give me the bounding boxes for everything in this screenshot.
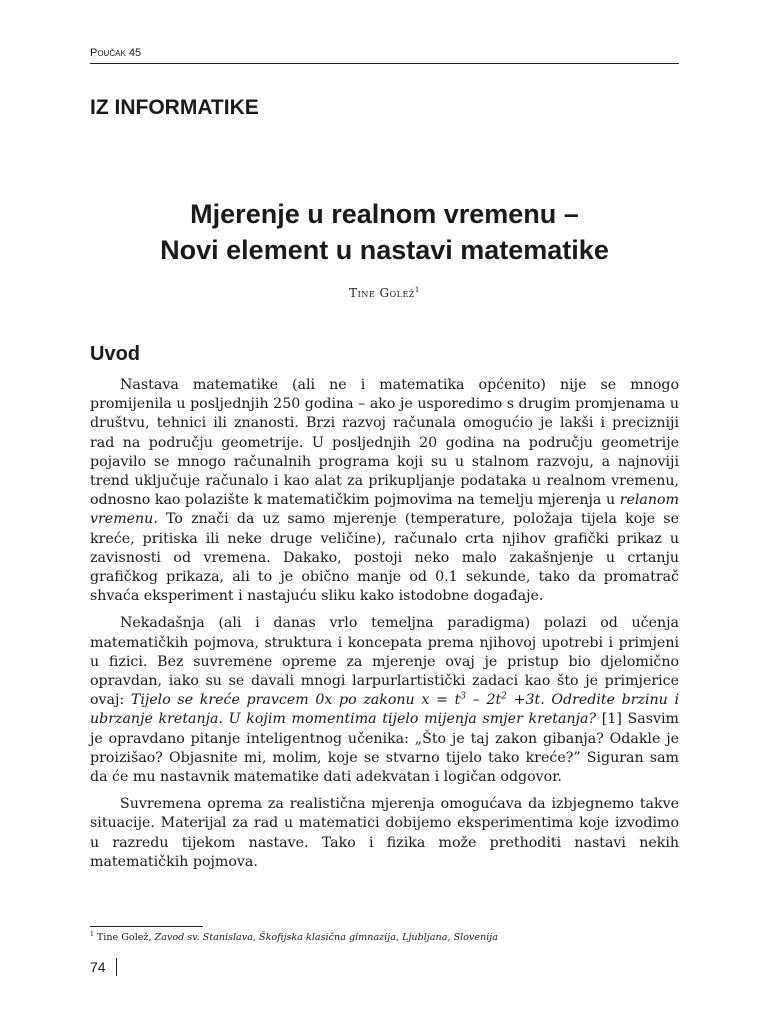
exponent-3: 3 xyxy=(460,691,467,702)
article-body xyxy=(90,376,679,880)
issue-number: 45 xyxy=(128,47,142,59)
paragraph-2-text-b: [1] Sasvim je opravdano pitanje inteligentnog učenika: „Što je taj zakon gibanja? Odakle je proizišao? Objasnite mi, molim, koje se stvarno tijelo tako kreće?” Siguran sam da će mu nastavnik matematike dati adekvatan i logičan odgovor. xyxy=(90,711,679,786)
exponent-2: 2 xyxy=(501,691,507,702)
title-line-2: Novi element u nastavi matematike xyxy=(160,235,609,265)
footnote-author: Tine Golež, xyxy=(93,932,155,944)
page-number: 74 xyxy=(90,958,117,976)
example-problem-part-1: Tijelo se kreće pravcem 0x po zakonu x = t xyxy=(130,692,461,709)
author-name: Tine Golež xyxy=(349,286,415,300)
author-byline xyxy=(90,286,679,300)
footnote-marker: 1 xyxy=(90,931,94,938)
section-heading: Uvod xyxy=(90,343,140,365)
paragraph-2 xyxy=(90,614,679,787)
article-title xyxy=(90,196,679,268)
paragraph-2-text-a: Nekadašnja (ali i danas vrlo temeljna paradigma) polazi od učenja matematičkih pojmova, struktura i koncepata prema njihovoj upotrebi i primjeni u fizici. Bez suvremene opreme za mjerenje ovaj je pristup bio djelomično opravdan, iako su se davali mnogi larpurlartistički zadaci kao što je primjerice ovaj: xyxy=(90,615,679,709)
section-label: IZ INFORMATIKE xyxy=(90,96,259,119)
paragraph-1 xyxy=(90,376,679,606)
journal-name: Poučak xyxy=(90,47,126,59)
paragraph-1-emphasis: relanom vremenu xyxy=(90,492,679,528)
running-header xyxy=(90,47,679,64)
footnote xyxy=(90,931,679,943)
title-line-1: Mjerenje u realnom vremenu – xyxy=(190,199,579,229)
paragraph-3: Suvremena oprema za realistična mjerenja omogućava da izbjegnemo takve situacije. Materijal za rad u matematici dobijemo eksperimentima koje izvodimo u razredu tijekom nastave. Tako i fizika može prethoditi nastavi nekih matematičkih pojmova. xyxy=(90,796,679,870)
example-problem xyxy=(90,692,679,727)
example-problem-part-2: – 2t xyxy=(466,692,502,709)
paragraph-1-text-b: . To znači da uz samo mjerenje (temperature, položaja tijela koje se kreće, pritiska ili neke druge veličine), računalo crta njihov grafički prikaz u zavisnosti od vremena. Dakako, postoji neko malo zakašnjenje u crtanju grafičkog prikaza, ali to je obično manje od 0.1 sekunde, tako da promatrač shvaća eksperiment i nastajuću sliku kako istodobne događaje. xyxy=(90,511,679,605)
paragraph-1-text-a: Nastava matematike (ali ne i matematika općenito) nije se mnogo promijenila u posljednjih 250 godina – ako je usporedimo s drugim promjenama u društvu, tehnici ili znanosti. Brzi razvoj računala omogućio je lakši i precizniji rad na području geometrije. U posljednjih 20 godina na području geometrije pojavilo se mnogo računalnih programa koji su u stalnom razvoju, a najnoviji trend uključuje računalo i kao alat za prikupljanje podataka u realnom vremenu, odnosno kao polazište k matematičkim pojmovima na temelju mjerenja u xyxy=(90,377,679,509)
footnote-divider xyxy=(90,926,203,927)
author-footnote-marker: 1 xyxy=(414,286,420,294)
footnote-affiliation: Zavod sv. Stanislava, Škofijska klasična gimnazija, Ljubljana, Slovenija xyxy=(154,932,498,944)
example-problem-part-3: +3t. Odredite brzinu i ubrzanje kretanja. U kojim momentima tijelo mijenja smjer kretanja? xyxy=(90,692,679,728)
